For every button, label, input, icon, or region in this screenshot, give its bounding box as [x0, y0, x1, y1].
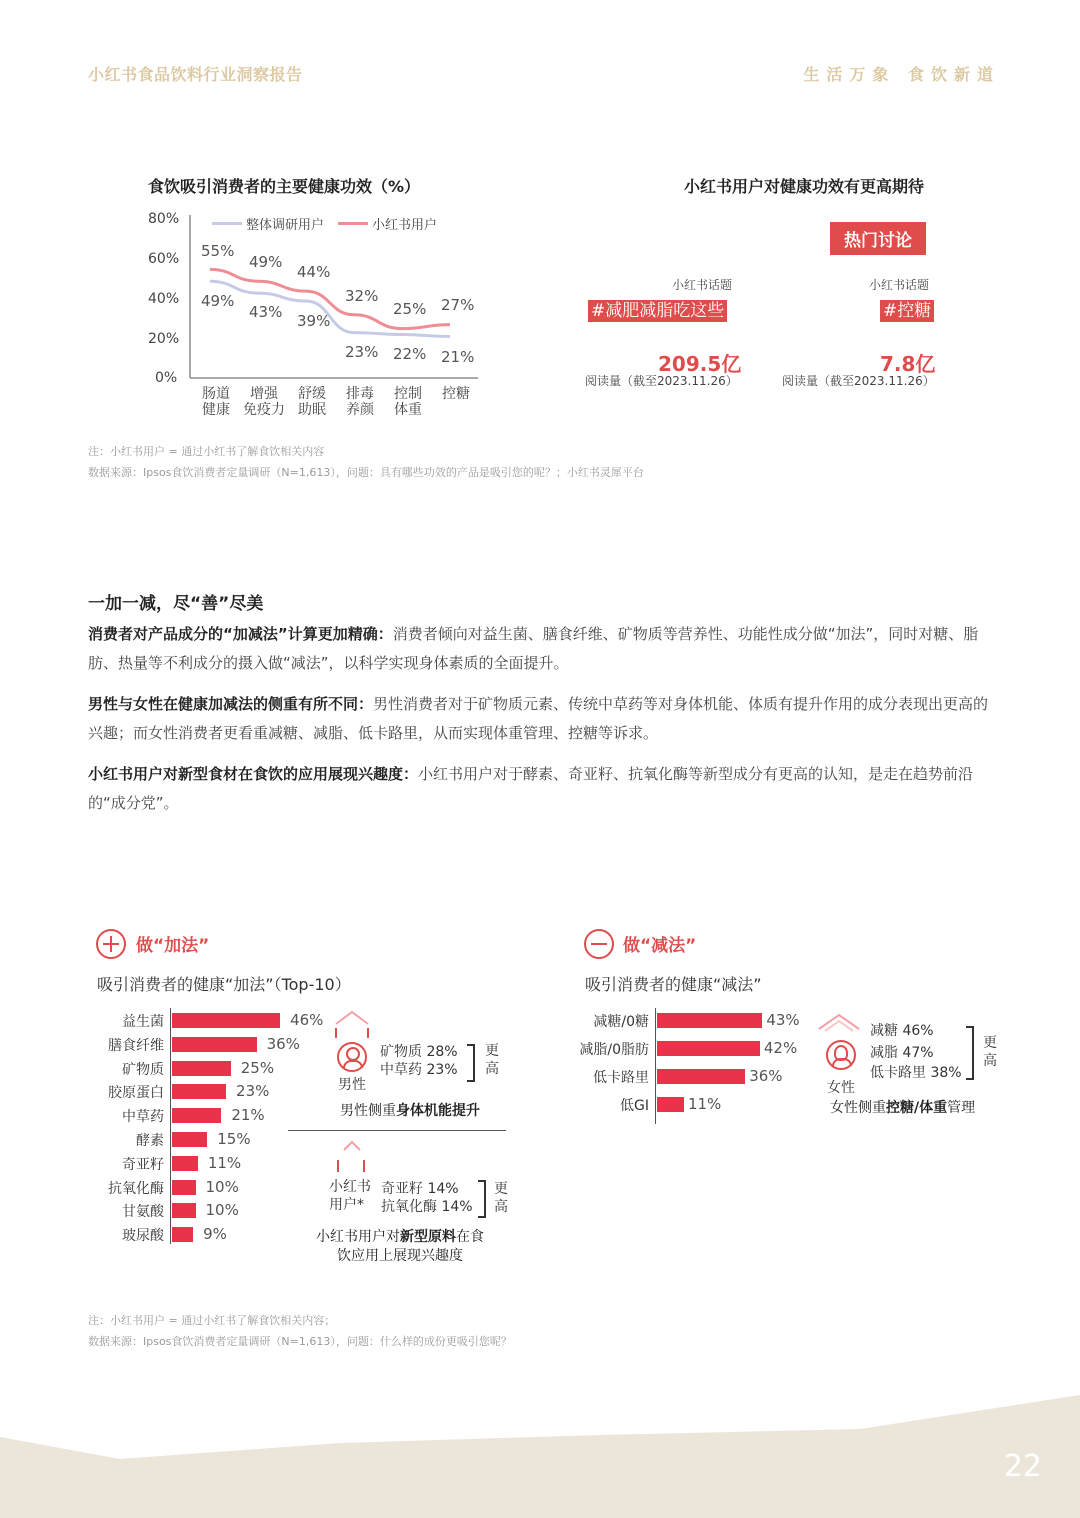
- data-source: 数据来源：Ipsos食饮消费者定量调研（N=1,613），问题：什么样的成份更吸引您呢？: [88, 1335, 512, 1348]
- y-tick-60: 60%: [148, 251, 180, 267]
- value-label-xhs: 44%: [297, 263, 331, 281]
- bar-value: 23%: [236, 1082, 270, 1101]
- female-item: 减脂 47%: [870, 1045, 934, 1061]
- bar: [172, 1061, 231, 1076]
- paragraph: 男性与女性在健康加减法的侧重有所不同：男性消费者对于矿物质元素、传统中草药等对身体机能、体质有提升作用的成分表现出更高的兴趣；而女性消费者更看重减糖、减脂、低卡路里，从而实现体重管理、控糖等诉求。: [88, 695, 989, 742]
- bar-value: 11%: [687, 1095, 722, 1113]
- more-high-label: 更高: [485, 1043, 499, 1077]
- add-bar-axis: [170, 1008, 171, 1244]
- legend-xhs: 小红书用户: [372, 218, 438, 233]
- read-count: 209.5亿: [658, 352, 742, 376]
- bar-label: 低GI: [620, 1098, 649, 1114]
- value-label-xhs: 27%: [441, 296, 475, 314]
- female-user-icon: [826, 1040, 856, 1070]
- category-label: 肠道 健康: [202, 386, 230, 418]
- bar-value: 11%: [207, 1153, 242, 1172]
- more-high-label: 更高: [983, 1035, 997, 1069]
- divider: [288, 1130, 506, 1131]
- xhs-user-label: 小红书 用户*: [329, 1179, 371, 1213]
- bar-label: 抗氧化酶: [108, 1180, 164, 1197]
- bar: [172, 1227, 193, 1242]
- male-item: 矿物质 28%: [380, 1044, 458, 1060]
- topic-tag: #控糖: [880, 300, 934, 322]
- value-label-overall: 21%: [441, 348, 475, 366]
- read-count-label: 阅读量（截至2023.11.26）: [782, 374, 935, 388]
- female-caption: 女性侧重控糖/体重管理: [830, 1100, 976, 1116]
- report-title: 小红书食品饮料行业洞察报告: [88, 65, 303, 84]
- bar-value: 10%: [205, 1177, 239, 1196]
- bar: [172, 1132, 207, 1147]
- sub-subtitle: 吸引消费者的健康“减法”: [585, 975, 762, 994]
- value-label-overall: 22%: [393, 345, 427, 363]
- female-item: 低卡路里 38%: [870, 1065, 962, 1081]
- female-item: 减糖 46%: [870, 1023, 934, 1039]
- bar-label: 中草药: [122, 1109, 164, 1126]
- bracket: [467, 1044, 475, 1082]
- page-number: 22: [1003, 1449, 1042, 1484]
- read-count: 7.8亿: [880, 352, 936, 376]
- male-label: 男性: [338, 1077, 366, 1093]
- footnote: 注：小红书用户 = 通过小红书了解食饮相关内容；: [88, 1314, 336, 1327]
- bar-label: 矿物质: [122, 1061, 164, 1078]
- bar-label: 奇亚籽: [122, 1156, 164, 1173]
- bar: [657, 1097, 684, 1112]
- bar: [657, 1069, 745, 1084]
- report-slogan: 生活万象 食饮新道: [803, 65, 1000, 84]
- bar-label: 玻尿酸: [122, 1228, 164, 1245]
- bar-label: 酵素: [136, 1133, 164, 1149]
- panel-title: 小红书用户对健康功效有更高期待: [684, 177, 925, 196]
- bar-value: 43%: [766, 1011, 800, 1029]
- more-high-label: 更高: [494, 1181, 508, 1215]
- bar: [172, 1084, 226, 1099]
- bar: [172, 1180, 196, 1195]
- legend-overall: 整体调研用户: [246, 218, 325, 233]
- bar-label: 甘氨酸: [122, 1204, 164, 1221]
- y-tick-0: 0%: [155, 370, 178, 386]
- female-label: 女性: [827, 1080, 855, 1096]
- sub-title: 做“减法”: [623, 936, 697, 956]
- sub-bar-axis: [655, 1008, 656, 1124]
- value-label-xhs: 55%: [201, 242, 235, 260]
- male-user-icon: [337, 1042, 367, 1072]
- value-label-xhs: 25%: [393, 300, 427, 318]
- data-source: 数据来源：Ipsos食饮消费者定量调研（N=1,613），问题：具有哪些功效的产品是吸引您的呢？；小红书灵犀平台: [88, 466, 644, 479]
- bar-label: 胶原蛋白: [108, 1085, 164, 1102]
- up-arrow-icon: [330, 1008, 380, 1038]
- legend-swatch-xhs: [338, 222, 368, 225]
- footer-decoration: [0, 1395, 1080, 1518]
- bar-label: 减糖/0糖: [593, 1014, 649, 1030]
- category-label: 控制 体重: [394, 386, 422, 418]
- bar: [657, 1041, 760, 1056]
- read-count-label: 阅读量（截至2023.11.26）: [585, 374, 738, 388]
- xhs-caption: 小红书用户对新型原料在食: [316, 1229, 484, 1245]
- value-label-xhs: 32%: [345, 287, 379, 305]
- bar: [172, 1156, 198, 1171]
- topic-label: 小红书话题: [869, 278, 930, 292]
- y-tick-40: 40%: [148, 291, 180, 307]
- bar: [172, 1203, 196, 1218]
- category-label: 增强 免疫力: [243, 386, 285, 418]
- topic-label: 小红书话题: [672, 278, 733, 292]
- footnote: 注：小红书用户 = 通过小红书了解食饮相关内容: [88, 445, 325, 458]
- bar-value: 21%: [231, 1106, 265, 1125]
- value-label-overall: 23%: [345, 343, 379, 361]
- bar-value: 46%: [290, 1011, 324, 1029]
- legend-swatch-overall: [212, 222, 242, 225]
- value-label-overall: 39%: [297, 312, 331, 330]
- bar: [172, 1037, 257, 1052]
- xhs-caption: 饮应用上展现兴趣度: [337, 1248, 463, 1264]
- bar-label: 减脂/0脂肪: [579, 1042, 649, 1058]
- category-label: 控糖: [442, 386, 470, 402]
- bar: [172, 1108, 221, 1123]
- chart-title: 食饮吸引消费者的主要健康功效（%）: [148, 177, 421, 196]
- bar-value: 15%: [217, 1130, 251, 1148]
- bar-value: 9%: [203, 1225, 227, 1244]
- value-label-overall: 49%: [201, 292, 235, 310]
- bar-value: 42%: [763, 1039, 798, 1057]
- category-label: 排毒 养颜: [346, 386, 374, 418]
- minus-icon: [584, 929, 614, 959]
- paragraph: 消费者对产品成分的“加减法”计算更加精确：消费者倾向对益生菌、膳食纤维、矿物质等营养性、功能性成分做“加法”，同时对糖、脂肪、热量等不利成分的摄入做“减法”，以科学实现身体素质的全面提升。: [88, 625, 979, 672]
- bar-label: 膳食纤维: [108, 1037, 164, 1054]
- bracket: [966, 1026, 974, 1080]
- up-arrow-icon: [330, 1138, 380, 1174]
- bar-value: 36%: [266, 1034, 300, 1053]
- male-item: 中草药 23%: [380, 1062, 458, 1078]
- bar-label: 低卡路里: [593, 1070, 649, 1086]
- y-tick-80: 80%: [148, 211, 180, 227]
- category-label: 舒缓 助眠: [298, 386, 326, 418]
- male-caption: 男性侧重身体机能提升: [340, 1103, 480, 1119]
- plus-icon: [96, 929, 126, 959]
- bar: [172, 1013, 280, 1028]
- bar-value: 36%: [749, 1067, 783, 1085]
- bracket: [478, 1180, 486, 1218]
- add-subtitle: 吸引消费者的健康“加法”（Top-10）: [97, 975, 351, 994]
- hot-discussion-badge: 热门讨论: [830, 222, 926, 255]
- value-label-xhs: 49%: [249, 253, 283, 271]
- bar-value: 10%: [205, 1201, 239, 1220]
- y-tick-20: 20%: [148, 331, 180, 347]
- paragraph: 小红书用户对新型食材在食饮的应用展现兴趣度：小红书用户对于酵素、奇亚籽、抗氧化酶等新型成分有更高的认知，是走在趋势前沿的“成分党”。: [88, 765, 974, 812]
- up-arrow-icon: [815, 1011, 865, 1033]
- bar-label: 益生菌: [122, 1014, 164, 1030]
- section-title: 一加一减，尽“善”尽美: [88, 594, 264, 614]
- bar-value: 25%: [240, 1058, 275, 1077]
- xhs-item: 抗氧化酶 14%: [381, 1199, 473, 1215]
- topic-tag: #减肥减脂吃这些: [588, 300, 727, 322]
- add-title: 做“加法”: [136, 936, 210, 956]
- bar: [657, 1013, 762, 1028]
- xhs-item: 奇亚籽 14%: [381, 1181, 459, 1197]
- value-label-overall: 43%: [249, 303, 283, 321]
